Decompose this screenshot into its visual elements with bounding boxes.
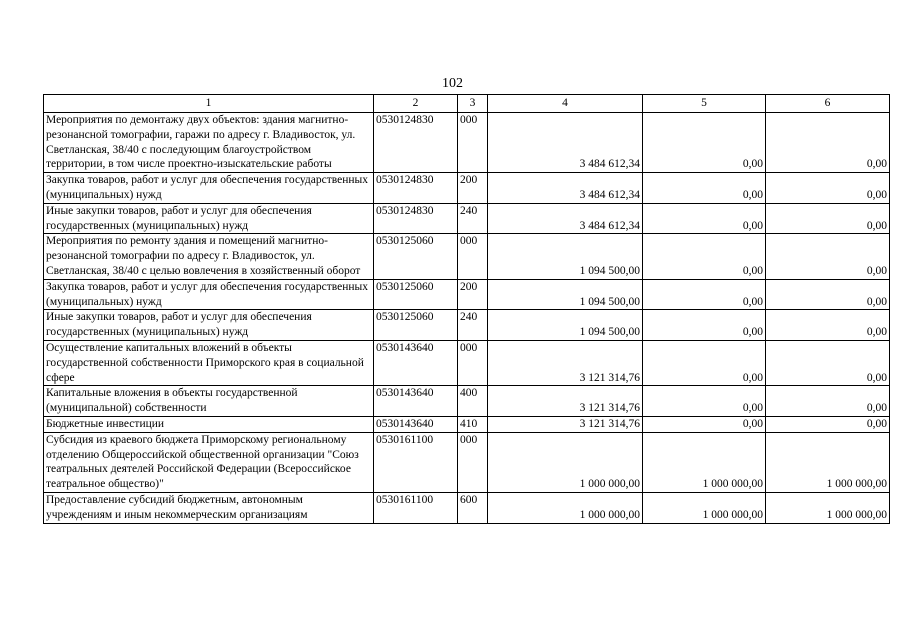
amount-col4-cell: 3 121 314,76 <box>488 416 643 432</box>
column-header: 1 <box>44 95 374 113</box>
table-row <box>44 203 890 234</box>
amount-col6-cell: 0,00 <box>766 279 890 310</box>
amount-col6-cell: 0,00 <box>766 113 890 173</box>
amount-col5-cell: 0,00 <box>643 310 766 341</box>
amount-col5-cell: 0,00 <box>643 279 766 310</box>
amount-col5-cell: 0,00 <box>643 416 766 432</box>
amount-col5-cell: 1 000 000,00 <box>643 492 766 523</box>
row-name-cell: Мероприятия по ремонту здания и помещений магнитно-резонансной томографии по адресу г. Владивосток, ул. Светланская, 38/40 с целью вовлечения в хозяйственный оборот <box>44 234 374 279</box>
table-row <box>44 492 890 523</box>
amount-col6-cell: 0,00 <box>766 416 890 432</box>
target-article-code-cell: 0530161100 <box>374 492 458 523</box>
target-article-code-cell: 0530125060 <box>374 234 458 279</box>
amount-col4-cell: 1 094 500,00 <box>488 310 643 341</box>
expense-type-cell: 400 <box>458 386 488 417</box>
target-article-code-cell: 0530161100 <box>374 432 458 492</box>
target-article-code-cell: 0530125060 <box>374 279 458 310</box>
row-name-cell: Капитальные вложения в объекты государственной (муниципальной) собственности <box>44 386 374 417</box>
amount-col5-cell: 0,00 <box>643 203 766 234</box>
table-row <box>44 279 890 310</box>
target-article-code-cell: 0530143640 <box>374 340 458 385</box>
expense-type-cell: 000 <box>458 234 488 279</box>
table-row <box>44 113 890 173</box>
table-header-row <box>44 95 890 113</box>
column-header: 4 <box>488 95 643 113</box>
amount-col4-cell: 1 000 000,00 <box>488 432 643 492</box>
row-name-cell: Предоставление субсидий бюджетным, автономным учреждениям и иным некоммерческим организациям <box>44 492 374 523</box>
target-article-code-cell: 0530124830 <box>374 173 458 204</box>
table-row <box>44 310 890 341</box>
page-number: 102 <box>442 76 463 91</box>
expense-type-cell: 000 <box>458 432 488 492</box>
amount-col6-cell: 1 000 000,00 <box>766 432 890 492</box>
column-header: 2 <box>374 95 458 113</box>
amount-col4-cell: 3 484 612,34 <box>488 203 643 234</box>
amount-col4-cell: 1 094 500,00 <box>488 279 643 310</box>
row-name-cell: Закупка товаров, работ и услуг для обеспечения государственных (муниципальных) нужд <box>44 173 374 204</box>
amount-col4-cell: 3 484 612,34 <box>488 113 643 173</box>
amount-col5-cell: 0,00 <box>643 386 766 417</box>
amount-col6-cell: 0,00 <box>766 234 890 279</box>
amount-col6-cell: 0,00 <box>766 340 890 385</box>
amount-col6-cell: 0,00 <box>766 203 890 234</box>
expense-type-cell: 240 <box>458 310 488 341</box>
target-article-code-cell: 0530143640 <box>374 416 458 432</box>
row-name-cell: Бюджетные инвестиции <box>44 416 374 432</box>
expense-type-cell: 200 <box>458 173 488 204</box>
amount-col6-cell: 0,00 <box>766 310 890 341</box>
target-article-code-cell: 0530124830 <box>374 113 458 173</box>
table-row <box>44 173 890 204</box>
amount-col4-cell: 3 484 612,34 <box>488 173 643 204</box>
amount-col6-cell: 1 000 000,00 <box>766 492 890 523</box>
table-row <box>44 386 890 417</box>
amount-col6-cell: 0,00 <box>766 386 890 417</box>
column-header: 5 <box>643 95 766 113</box>
amount-col4-cell: 1 094 500,00 <box>488 234 643 279</box>
expense-type-cell: 240 <box>458 203 488 234</box>
expense-type-cell: 000 <box>458 113 488 173</box>
amount-col5-cell: 0,00 <box>643 234 766 279</box>
expense-type-cell: 000 <box>458 340 488 385</box>
amount-col4-cell: 3 121 314,76 <box>488 386 643 417</box>
target-article-code-cell: 0530125060 <box>374 310 458 341</box>
table-row <box>44 432 890 492</box>
table-row <box>44 416 890 432</box>
amount-col5-cell: 0,00 <box>643 173 766 204</box>
table-row <box>44 234 890 279</box>
row-name-cell: Иные закупки товаров, работ и услуг для обеспечения государственных (муниципальных) нужд <box>44 310 374 341</box>
expense-type-cell: 410 <box>458 416 488 432</box>
row-name-cell: Мероприятия по демонтажу двух объектов: здания магнитно-резонансной томографии, гаражи по адресу г. Владивосток, ул. Светланская, 38/40 с последующим благоустройством территории, в том числе проектно-изыскательские работы <box>44 113 374 173</box>
row-name-cell: Иные закупки товаров, работ и услуг для обеспечения государственных (муниципальных) нужд <box>44 203 374 234</box>
table-row <box>44 340 890 385</box>
column-header: 3 <box>458 95 488 113</box>
target-article-code-cell: 0530143640 <box>374 386 458 417</box>
amount-col5-cell: 0,00 <box>643 340 766 385</box>
amount-col5-cell: 1 000 000,00 <box>643 432 766 492</box>
column-header: 6 <box>766 95 890 113</box>
amount-col6-cell: 0,00 <box>766 173 890 204</box>
amount-col4-cell: 3 121 314,76 <box>488 340 643 385</box>
target-article-code-cell: 0530124830 <box>374 203 458 234</box>
budget-table <box>43 94 890 524</box>
expense-type-cell: 600 <box>458 492 488 523</box>
amount-col4-cell: 1 000 000,00 <box>488 492 643 523</box>
expense-type-cell: 200 <box>458 279 488 310</box>
row-name-cell: Осуществление капитальных вложений в объекты государственной собственности Приморского края в социальной сфере <box>44 340 374 385</box>
row-name-cell: Субсидия из краевого бюджета Приморскому региональному отделению Общероссийской общественной организации "Союз театральных деятелей Российской Федерации (Всероссийское театральное общество)" <box>44 432 374 492</box>
amount-col5-cell: 0,00 <box>643 113 766 173</box>
row-name-cell: Закупка товаров, работ и услуг для обеспечения государственных (муниципальных) нужд <box>44 279 374 310</box>
